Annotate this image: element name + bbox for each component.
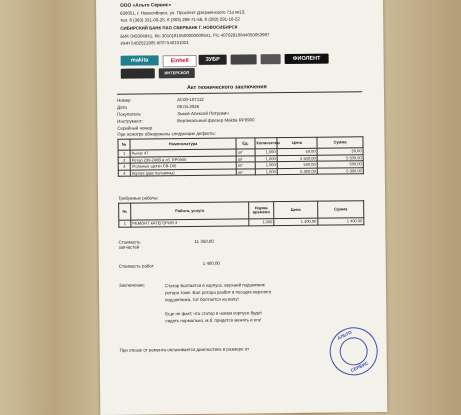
col-unit: Ед. — [236, 138, 255, 149]
einhell-logo: Einhell — [163, 55, 197, 67]
works-label: Требуемые работы: — [118, 195, 159, 201]
parts-table — [117, 136, 363, 177]
stamp-text: СЕРВИС — [349, 360, 370, 374]
conclusion-line: ротора тоже. Вал ротора разбит в посадке верхнего — [165, 289, 272, 296]
works-table — [118, 200, 364, 227]
col-number: № — [119, 203, 131, 220]
date-value: 06.04.2026 — [177, 103, 200, 110]
date-label: Дата — [117, 104, 127, 110]
cell: 3 — [118, 163, 130, 170]
col-norm: Норма времени — [249, 202, 274, 219]
fiolent-logo: ФИОЛЕНТ — [285, 54, 329, 64]
conclusion-line: Статор болтается в корпусе, верхний подшипник — [164, 282, 265, 289]
cell: 1,000 — [255, 149, 277, 156]
conclusion-line: Еще не факт, что статор в новом корпусе будет — [165, 310, 262, 317]
company-inn: ИНН 5402521905 КПП 540101001 — [120, 40, 189, 46]
cell: 4 — [118, 170, 130, 177]
cell: 1,000 — [255, 162, 277, 169]
col-work: Работа, услуга — [131, 202, 249, 220]
cell: Угольные щетки CB-106 — [130, 162, 236, 170]
cell: 1,000 — [255, 155, 277, 162]
cell: 1 — [118, 150, 130, 157]
col-price: Цена — [274, 201, 318, 218]
company-bank: СИБИРСКИЙ БАНК ПАО СБЕРБАНК Г. НОВОСИБИРСК — [120, 24, 238, 31]
cell: 500,00 — [277, 161, 317, 168]
cell: Ротор 230-240В в сб. RP0900 — [130, 156, 236, 164]
cell: шт — [236, 149, 255, 156]
conclusion-line: сидеть нормально, м.б. придется менять и его! — [165, 317, 262, 324]
company-bik: БИК 045004641, К/с 30101810500000000641, Р/с 40702810844050053987 — [120, 32, 270, 39]
cell: шт — [236, 162, 255, 169]
number-label: Номер — [117, 97, 131, 103]
work-cost-label: Стоимость работ — [118, 263, 154, 269]
document-sheet — [96, 0, 387, 415]
col-sum: Сумма — [317, 137, 363, 148]
brand-logo-row2 — [121, 68, 155, 78]
conclusion-label: Заключение: — [118, 282, 146, 288]
cell: 1,000 — [249, 219, 274, 226]
cell: Рычаг 47 — [130, 149, 236, 157]
company-name: ООО «Альто Сервис» — [120, 3, 172, 9]
conclusion-line: подшипника, тот болтается на валу! — [165, 296, 239, 303]
cell: РЕМОНТ КАТЕГОРИЯ 3 — [131, 219, 249, 227]
tool-brand-logo — [231, 54, 257, 64]
col-name: Номенклатура — [130, 138, 236, 150]
document-title: Акт технического заключения — [186, 84, 267, 92]
cell: 1 — [119, 220, 131, 227]
footer-note: При отказе от ремонта оплачивается диагностика в размере от — [119, 346, 250, 353]
company-stamp — [322, 319, 386, 383]
parts-cost-value: 11 350,00 — [194, 238, 214, 244]
work-cost-value: 1 400,00 — [202, 260, 220, 266]
serial-label: Серийный номер — [117, 125, 153, 131]
cell: 2 — [118, 157, 130, 164]
cell: 1 400,00 — [318, 218, 364, 225]
customer-value: Зыков Алексей Петрович — [177, 110, 229, 117]
customer-label: Покупатель — [117, 111, 141, 117]
cell: шт — [236, 155, 255, 162]
cell: 5 300,00 — [317, 167, 363, 174]
company-phone: тел. 8 (383) 331-00-25, 8 (383) 286-71-56, 8 (383) 291-18-22 — [120, 16, 240, 23]
cell: Корпус (две половины) — [130, 169, 236, 177]
brand-logos — [121, 53, 361, 82]
col-price: Цена — [277, 137, 317, 148]
parts-cost-label: Стоимость запчастей — [118, 239, 141, 250]
cell: 5 500,00 — [317, 154, 363, 161]
cell: 500,00 — [317, 161, 363, 168]
table-row — [119, 218, 364, 227]
number-value: АС00-107112 — [177, 96, 204, 103]
makita-logo: makita — [121, 55, 159, 65]
cell: 50,00 — [277, 148, 317, 155]
zubr-logo: ЗУБР — [199, 55, 227, 65]
col-sum: Сумма — [318, 201, 364, 218]
col-qty: Количество — [255, 138, 277, 149]
cell: 5 300,00 — [277, 168, 317, 175]
tool-label: Инструмент: — [117, 118, 143, 124]
title-divider — [117, 91, 362, 95]
cell: 1,000 — [255, 168, 277, 175]
col-number: № — [118, 139, 130, 150]
stamp-text: АЛЬТО — [336, 329, 353, 341]
defects-intro: При осмотре обнаружены следующие дефекты: — [117, 130, 216, 137]
cell: шт — [236, 168, 255, 175]
interskol-logo: ИНТЕРСКОЛ — [159, 68, 195, 78]
company-address: 630051, г. Новосибирск, ул. Проспект Дзержинского 71а кв13, — [120, 9, 246, 16]
cell: 1 400,00 — [274, 218, 318, 225]
cell: 5 500,00 — [277, 155, 317, 162]
brand-logo-small — [261, 54, 281, 64]
tool-value: Вертикальный фрезер Makita RP0900 — [177, 117, 255, 124]
cell: 50,00 — [317, 148, 363, 155]
